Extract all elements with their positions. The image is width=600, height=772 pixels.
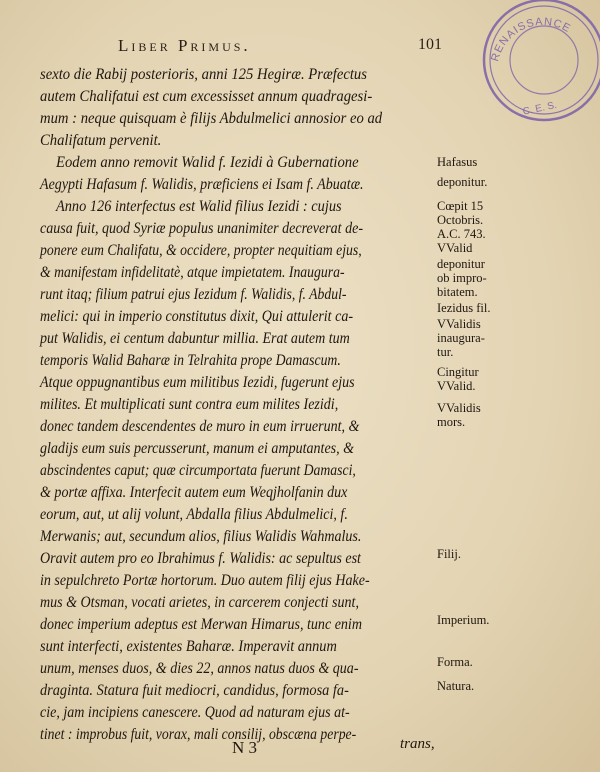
- text-line: mus & Otsman, vocati arietes, in carcerem conjecti sunt,: [40, 594, 359, 611]
- margin-note: VValidis: [437, 401, 481, 415]
- margin-note: Filij.: [437, 547, 461, 561]
- text-line: sunt interfecti, existentes Baharæ. Imperavit annum: [40, 638, 337, 655]
- text-line: unum, menses duos, & dies 22, annos natus duos & qua-: [40, 660, 359, 677]
- text-line: sexto die Rabij posterioris, anni 125 Hegiræ. Præfectus: [40, 66, 367, 83]
- margin-note: mors.: [437, 415, 466, 429]
- signature-mark: N 3: [232, 738, 258, 757]
- text-line: mum : neque quisquam è filijs Abdulmelici annosior eo ad: [40, 110, 383, 127]
- margin-note: Octobris.: [437, 213, 484, 227]
- text-line: runt itaq; filium patrui ejus Iezidum f. Walidis, f. Abdul-: [40, 286, 347, 303]
- text-line: Aegypti Hafasum f. Walidis, præficiens ei Isam f. Abuatæ.: [40, 176, 364, 193]
- text-line: gladijs eum suis percusserunt, manum ei amputantes, &: [40, 440, 355, 457]
- running-title: Liber Primus.: [118, 36, 251, 55]
- text-line: & manifestam infidelitatè, atque impietatem. Inaugura-: [40, 264, 345, 281]
- text-line: milites. Et multiplicati sunt contra eum milites Iezidi,: [40, 396, 339, 413]
- margin-note: Imperium.: [437, 613, 490, 627]
- margin-note: deponitur.: [437, 175, 488, 189]
- text-line: Merwanis; aut, secundum alios, filius Walidis Wahmalus.: [40, 528, 362, 545]
- margin-note: VValid: [437, 241, 473, 255]
- margin-note: Natura.: [437, 679, 475, 693]
- text-line: Anno 126 interfectus est Walid filius Iezidi : cujus: [56, 198, 342, 215]
- text-line: put Walidis, ei centum dabuntur millia. Erat autem tum: [40, 330, 350, 347]
- margin-note: Cœpit 15: [437, 199, 484, 213]
- margin-note: inaugura-: [437, 331, 485, 345]
- svg-text:C. E. S.: C. E. S.: [521, 99, 558, 118]
- margin-note: Iezidus fil.: [437, 301, 491, 315]
- text-line: Chalifatum pervenit.: [40, 132, 162, 149]
- svg-text:RENAISSANCE: RENAISSANCE: [489, 15, 573, 63]
- margin-note: A.C. 743.: [437, 227, 486, 241]
- margin-note: ob impro-: [437, 271, 487, 285]
- text-line: temporis Walid Baharæ in Telrahita prope Damascum.: [40, 352, 341, 369]
- margin-note: deponitur: [437, 257, 485, 271]
- text-line: & portæ affixa. Interfecit autem eum Weqjholfanin dux: [40, 484, 348, 501]
- text-line: Atque oppugnantibus eum militibus Iezidi, fugerunt ejus: [40, 374, 355, 391]
- text-line: in sepulchreto Portæ hortorum. Duo autem filij ejus Hake-: [40, 572, 370, 589]
- margin-note: Forma.: [437, 655, 473, 669]
- margin-note: VValidis: [437, 317, 481, 331]
- page-number: 101: [418, 36, 442, 53]
- margin-note: Hafasus: [437, 155, 478, 169]
- text-line: tinet : improbus fuit, vorax, mali consilij, obscæna perpe-: [40, 726, 357, 743]
- margin-note: bitatem.: [437, 285, 478, 299]
- text-line: causa fuit, quod Syriæ populus unanimiter decreverat de-: [40, 220, 364, 237]
- library-stamp: [476, 0, 600, 134]
- catchword: trans,: [400, 736, 435, 752]
- text-line: draginta. Statura fuit mediocri, candidus, formosa fa-: [40, 682, 349, 699]
- margin-note: VValid.: [437, 379, 476, 393]
- text-line: donec tandem descendentes de muro in eum irruerunt, &: [40, 418, 360, 435]
- text-line: donec imperium adeptus est Merwan Himarus, tunc enim: [40, 616, 362, 633]
- text-line: abscindentes caput; quæ circumportata fuerunt Damasci,: [40, 462, 356, 479]
- text-line: eorum, aut, ut alij volunt, Abdalla filius Abdulmelici, f.: [40, 506, 348, 523]
- text-line: autem Chalifatui est cum excessisset annum quadragesi-: [40, 88, 373, 105]
- text-line: cie, jam incipiens canescere. Quod ad naturam ejus at-: [40, 704, 350, 721]
- text-line: Oravit autem pro eo Ibrahimus f. Walidis: ac sepultus est: [40, 550, 361, 567]
- margin-note: tur.: [437, 345, 454, 359]
- text-line: Eodem anno removit Walid f. Iezidi à Gubernatione: [56, 154, 359, 171]
- text-line: melici: qui in imperio constitutus dixit, Qui attulerit ca-: [40, 308, 354, 325]
- text-line: ponere eum Chalifatu, & occidere, propter nequitiam ejus,: [40, 242, 362, 259]
- margin-note: Cingitur: [437, 365, 479, 379]
